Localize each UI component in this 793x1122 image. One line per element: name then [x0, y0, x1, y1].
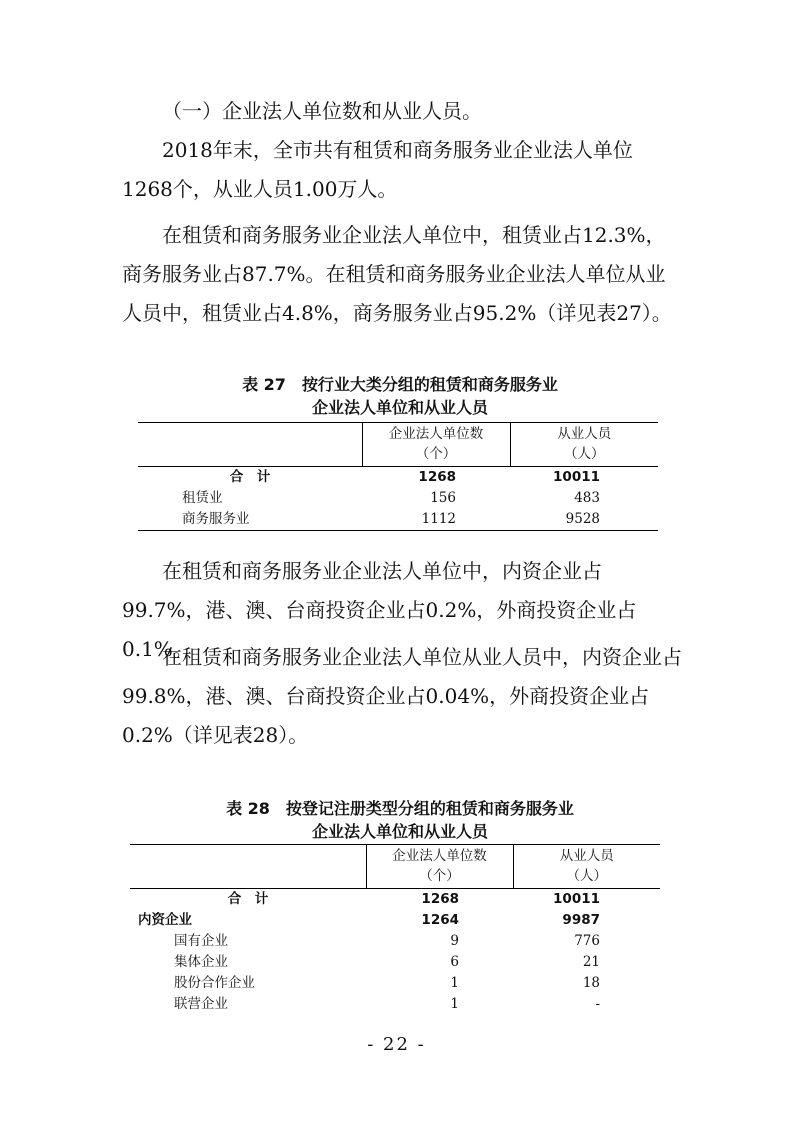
table28-row-units: 9: [450, 933, 459, 949]
table27: [138, 422, 658, 531]
table27-col-persons-unit: （人）: [564, 446, 605, 462]
table-row: [138, 509, 658, 531]
paragraph-registration-persons: 在租赁和商务服务业企业法人单位从业人员中，内资企业占99.8%，港、澳、台商投资企业占0.04%，外商投资企业占0.2%（详见表28）。: [122, 645, 682, 747]
table28-row-label: 联营企业: [174, 996, 228, 1012]
paragraph-units-total: 2018年末，全市共有租赁和商务服务业企业法人单位1268个，从业人员1.00万人。: [122, 138, 633, 201]
table28-header-row: [130, 845, 660, 889]
table28-group-row: [130, 910, 660, 931]
section-heading: （一）企业法人单位数和从业人员。: [162, 99, 482, 123]
table28-group-label: 内资企业: [138, 912, 192, 928]
table28-title: [130, 797, 670, 843]
table28-row-persons: 18: [582, 975, 600, 991]
table28-col-persons-unit: （人）: [566, 868, 607, 884]
table28-row-label: 集体企业: [174, 954, 228, 970]
table27-title: [130, 373, 670, 419]
table28-stub-header: [130, 845, 366, 889]
table27-title-line2: 企业法人单位和从业人员: [311, 398, 488, 417]
table27-col-units-label: 企业法人单位数: [388, 426, 484, 442]
table27-col-units-header: [362, 423, 510, 467]
table28-col-persons-header: [513, 845, 660, 889]
table27-row-persons: 483: [574, 490, 600, 506]
table27-total-label: 合 计: [229, 469, 271, 485]
paragraph-registration-units: 在租赁和商务服务业企业法人单位中，内资企业占99.7%，港、澳、台商投资企业占0.2%，外商投资企业占0.1%。: [122, 559, 637, 661]
table28-row-persons: 21: [582, 954, 600, 970]
table27-stub-header: [138, 423, 362, 467]
table28-title-line2: 企业法人单位和从业人员: [311, 822, 488, 841]
table27-col-persons-header: [510, 423, 658, 467]
table27-col-persons-label: 从业人员: [557, 426, 612, 442]
table-row: [130, 931, 660, 952]
table28-col-persons-label: 从业人员: [559, 848, 614, 864]
table-row: [130, 952, 660, 973]
table27-row-label: 商务服务业: [138, 509, 362, 531]
page-number: - 22 -: [367, 1034, 426, 1055]
table28-row-persons: -: [595, 996, 600, 1012]
table27-title-line1: 表 27 按行业大类分组的租赁和商务服务业: [242, 375, 558, 394]
table28-row-label: 国有企业: [174, 933, 228, 949]
table28-group-units: 1264: [421, 912, 459, 928]
table28-col-units-unit: （个）: [419, 868, 460, 884]
table28-total-label: 合 计: [227, 891, 269, 907]
table28-total-row: [130, 889, 660, 911]
table28-total-units: 1268: [421, 891, 459, 907]
table28: [130, 844, 660, 1015]
table28-total-persons: 10011: [553, 891, 600, 907]
table28-row-units: 6: [450, 954, 459, 970]
table-row: [138, 488, 658, 509]
table-row: [130, 994, 660, 1015]
table27-total-units: 1268: [418, 469, 456, 485]
table28-col-units-header: [366, 845, 513, 889]
table27-row-persons: 9528: [510, 509, 658, 531]
table-row: [130, 973, 660, 994]
table28-group-persons: 9987: [562, 912, 600, 928]
table28-row-persons: 776: [574, 933, 600, 949]
table27-header-row: [138, 423, 658, 467]
table28-title-line1: 表 28 按登记注册类型分组的租赁和商务服务业: [226, 799, 574, 818]
table28-row-label: 股份合作企业: [174, 975, 255, 991]
paragraph-industry-share: 在租赁和商务服务业企业法人单位中，租赁业占12.3%，商务服务业占87.7%。在租赁和商务服务业企业法人单位从业人员中，租赁业占4.8%，商务服务业占95.2%（详见表27）。: [122, 223, 672, 325]
table28-row-units: 1: [450, 975, 459, 991]
table27-row-units: 1112: [362, 509, 510, 531]
table27-total-row: [138, 467, 658, 489]
table27-row-label: 租赁业: [182, 490, 223, 506]
table27-col-units-unit: （个）: [415, 446, 457, 462]
table27-row-units: 156: [430, 490, 456, 506]
table28-col-units-label: 企业法人单位数: [392, 848, 487, 864]
table28-row-units: 1: [450, 996, 459, 1012]
table27-total-persons: 10011: [553, 469, 600, 485]
